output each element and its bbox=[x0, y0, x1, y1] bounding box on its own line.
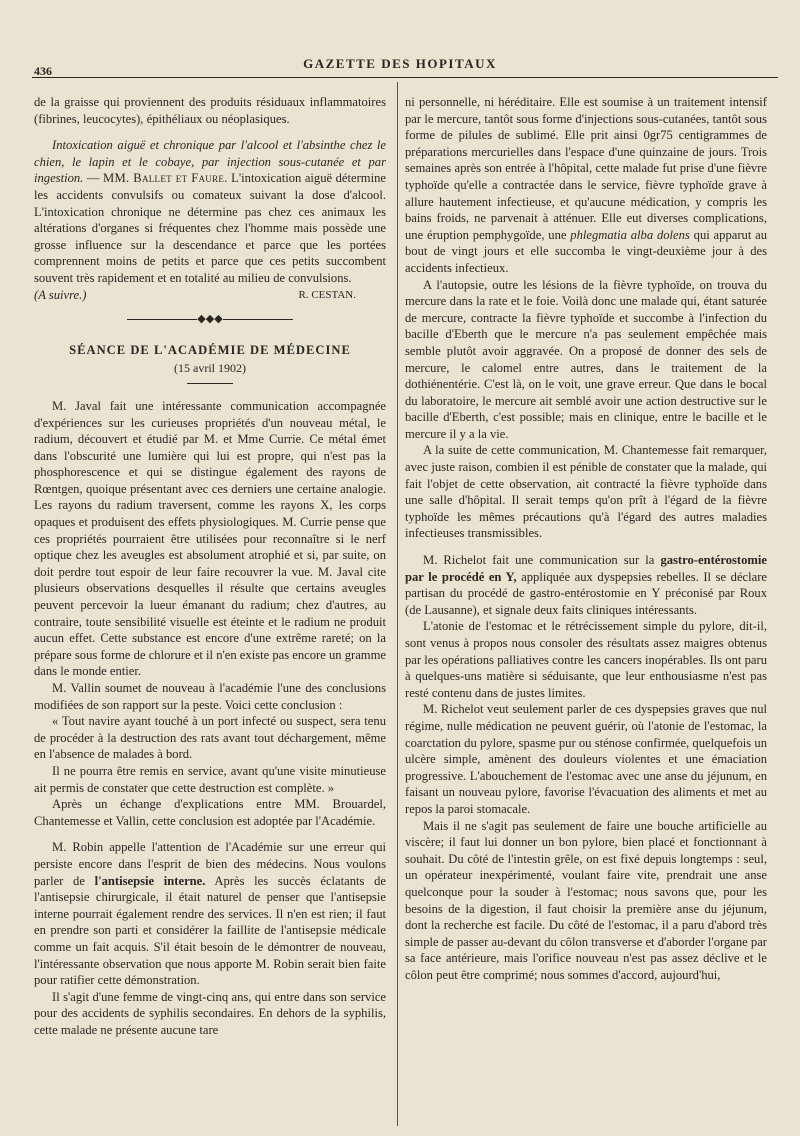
paragraph: de la graisse qui proviennent des produits résiduaux inflammatoires (fibrines, leucocytes), épithéliaux ou néoplasiques. bbox=[34, 95, 386, 126]
right-column bbox=[405, 94, 767, 983]
section-title: SÉANCE DE L'ACADÉMIE DE MÉDECINE bbox=[69, 342, 351, 357]
running-title: GAZETTE DES HOPITAUX bbox=[303, 56, 497, 71]
paragraph-autopsy: A l'autopsie, outre les lésions de la fièvre typhoïde, on trouva du mercure dans la rate et le foie. Voilà donc une malade qui, étant saturée de mercure, contracte la fièvre typhoïde et succombe à l'infection du bacille d'Eberth que le mercure n'a pas seulement empêchée mais semble plutôt avoir aggravée. On a proposé de donner des sels de mercure, le calomel entre autres, dans le traitement de la dothiénentérie. C'est là, on le voit, une grave erreur. Que dans le bocal du laboratoire, le mercure ait semblé avoir une action destructive sur le bacille d'Eberth, c'est possible; mais en clinique, entre le bacille et le mercure il y a la vie. bbox=[405, 277, 767, 441]
signature-row bbox=[34, 287, 386, 304]
header-rule bbox=[32, 77, 778, 78]
term-phlegmatia: phlegmatia alba dolens bbox=[570, 227, 690, 242]
paragraph-continued: ni personnelle, ni héréditaire. Elle est soumise à un traitement intensif par le mercure, tantôt sous forme d'injections sous-cutanées, tantôt sous forme de pilules de sublimé. Elle prit ainsi 0gr75 centigrammes de préparations mercurielles dans l'espace d'une quinzaine de jours. Trois semaines après son entrée à l'hôpital, cette malade fut prise d'une fièvre typhoïde qu'elle a contractée dans le service, fièvre typhoïde grave à allure hautement infectieuse, et qu'aucune médication, y compris les bains froids, ne parvenait à atténuer. Elle eut diverses complications, une éruption pemphygoïde, une phlegmatia alba dolens qui apparut au bout de vingt jours et elle succomba le vingt-deuxième jour à des accidents infectieux. bbox=[405, 95, 768, 275]
to-follow: (A suivre.) bbox=[34, 287, 87, 302]
article-title: Intoxication aiguë et chronique par l'alcool et l'absinthe chez le chien, le lapin et le cobaye, par injection sous-cutanée et par ingestion. bbox=[34, 138, 386, 186]
paragraph-adopted: Après un échange d'explications entre MM. Brouardel, Chantemesse et Vallin, cette conclusion est adoptée par l'Académie. bbox=[34, 797, 386, 828]
keyword-gastro: gastro-entérostomie par le procédé en Y, bbox=[405, 553, 767, 584]
paragraph-pylore: Mais il ne s'agit pas seulement de faire une bouche artificielle au viscère; il faut lui donner un bon pylore, bien placé et fonctionnant à souhait. Du côté de l'intestin grêle, on est fixé depuis longtemps : seul, un opérateur inexpérimenté, voulant faire vite, prendrait une anse quelconque pour la souder à l'estomac; nous savons que, pour les besoins de la digestion, il faut choisir la première anse du jéjunum, dont la recherche est facile. Du côté de l'estomac, il a paru d'abord très simple de passer au-devant du côlon transverse et d'aborder l'organe par sa face antérieure, mais l'orifice nouveau n'est pas assez déclive et le côlon peut être comprimé; nous sommes d'accord, aujourd'hui, bbox=[405, 818, 767, 982]
section-date: (15 avril 1902) bbox=[174, 361, 246, 376]
paragraph-robin: M. Robin appelle l'attention de l'Académie sur une erreur qui persiste encore dans l'esprit de bien des médecins. Nous voulons parler de l'antisepsie interne. Après les succès éclatants de l'antisepsie chirurgicale, il était naturel de penser que l'antisepsie interne pourrait également rendre des services. Il n'en est rien; il faut en prendre son parti et considérer la faillite de l'antisepsie médicale comme un fait acquis. S'il était besoin de le démontrer de nouveau, l'intéressante observation que nous apporte M. Robin serait bien faite pour ratifier cette démonstration. bbox=[34, 840, 387, 988]
authors: MM. Ballet et Faure. bbox=[102, 171, 228, 186]
paragraph-javal: M. Javal fait une intéressante communication accompagnée d'expériences sur les curieuses propriétés d'un nouveau métal, le radium, découvert et étudié par M. et Mme Currie. Ce métal émet dans l'obscurité une lumière qui lui est propre, qui n'est pas la phosphorescence et qui se distingue également des rayons de Rœntgen, quoique présentant avec ces derniers une certaine analogie. Les rayons du radium traversent, comme les rayons X, les corps opaques et produisent des effets physiologiques. M. Currie pense que ces propriétés pourraient être utilisées pour reconnaître si le nerf optique chez les aveugles est absolument atrophié et si, par suite, on doit perdre tout espoir de leur faire recouvrer la vue. M. Javal cite plusieurs observations desquelles il résulte que certains aveugles peuvent percevoir la lueur émanant du radium; chez d'autres, au contraire, toute sensibilité visuelle est éteinte et le radium ne produit aucun effet. Cette substance est encore d'une extrême rareté; on la prépare sous forme de chlorure et il n'en existe pas encore un gramme dans le monde entier. bbox=[34, 398, 386, 679]
page-number: 436 bbox=[34, 64, 52, 78]
ornament bbox=[34, 311, 386, 328]
paragraph-quote-2: Il ne pourra être remis en service, avant qu'une visite minutieuse ait permis de constater que cette destruction est complète. » bbox=[34, 763, 386, 795]
short-rule bbox=[187, 383, 233, 384]
paragraph-richelot: M. Richelot fait une communication sur la gastro-entérostomie par le procédé en Y, appliquée aux dyspepsies rebelles. Il se déclare partisan du procédé de gastro-entérostomie en Y préconisé par Roux (de Lausanne), et signale deux faits cliniques intéressants. bbox=[405, 553, 767, 617]
column-divider bbox=[397, 82, 398, 1126]
paragraph-dyspepsies: M. Richelot veut seulement parler de ces dyspepsies graves que nul régime, nulle médication ne peuvent guérir, où l'atonie de l'estomac, la coarctation du pylore, spasme pur ou sténose confirmée, quelquefois un ulcère simple, amènent des douleurs violentes et une émaciation progressive. L'abouchement de l'estomac avec une anse du jéjunum, en faisant un nouveau pylore, favorise l'évacuation des aliments et met au repos la paroi stomacale. bbox=[405, 702, 767, 816]
ornament-glyph: ◆◆◆ bbox=[197, 313, 223, 326]
paragraph-vallin: M. Vallin soumet de nouveau à l'académie l'une des conclusions modifiées de son rapport sur la peste. Voici cette conclusion : bbox=[34, 681, 386, 712]
paragraph-atonie: L'atonie de l'estomac et le rétrécissement simple du pylore, dit-il, sont venus à propos nous consoler des résultats assez maigres obtenus par les opérations palliatives contre les cancers inopérables. Ils ont paru à quelques-uns matière si séduisante, que leur enthousiasme n'est pas resté contenu dans de justes limites. bbox=[405, 619, 767, 700]
left-column bbox=[34, 94, 386, 1038]
paragraph-case: Il s'agit d'une femme de vingt-cinq ans, qui entre dans son service pour des accidents de syphilis secondaires. En dehors de la syphilis, cette malade ne présente aucune tare bbox=[34, 989, 386, 1037]
paragraph-chantemesse: A la suite de cette communication, M. Chantemesse fait remarquer, avec juste raison, combien il est pénible de constater que la malade, qui fait l'objet de cette observation, ait contracté la fièvre typhoïde dans une salle d'hôpital. Il serait temps qu'on prît à l'égard de la fièvre typhoïde les mêmes précautions qu'à l'égard des autres maladies infectieuses transmissibles. bbox=[405, 443, 767, 541]
keyword-antisepsie: l'antisepsie interne. bbox=[94, 873, 206, 888]
paragraph-intoxication: Intoxication aiguë et chronique par l'alcool et l'absinthe chez le chien, le lapin et le cobaye, par injection sous-cutanée et par ingestion. — MM. Ballet et Faure. L'intoxication aiguë détermine les accidents convulsifs ou comateux suivant la dose d'alcool. L'intoxication chronique ne détermine pas chez ces animaux les altérations d'organes si fréquentes chez l'homme mais possède une grosse influence sur la descendance et parce que les portées comprennent moins de petits et parce que ces petits succombent souvent très rapidement et en totalité au milieu de convulsions. bbox=[34, 138, 386, 285]
paragraph-quote-1: « Tout navire ayant touché à un port infecté ou suspect, sera tenu de procéder à la destruction des rats avant tout déchargement, même en l'absence de malades à bord. bbox=[34, 714, 386, 762]
signature: R. CESTAN. bbox=[298, 288, 356, 301]
